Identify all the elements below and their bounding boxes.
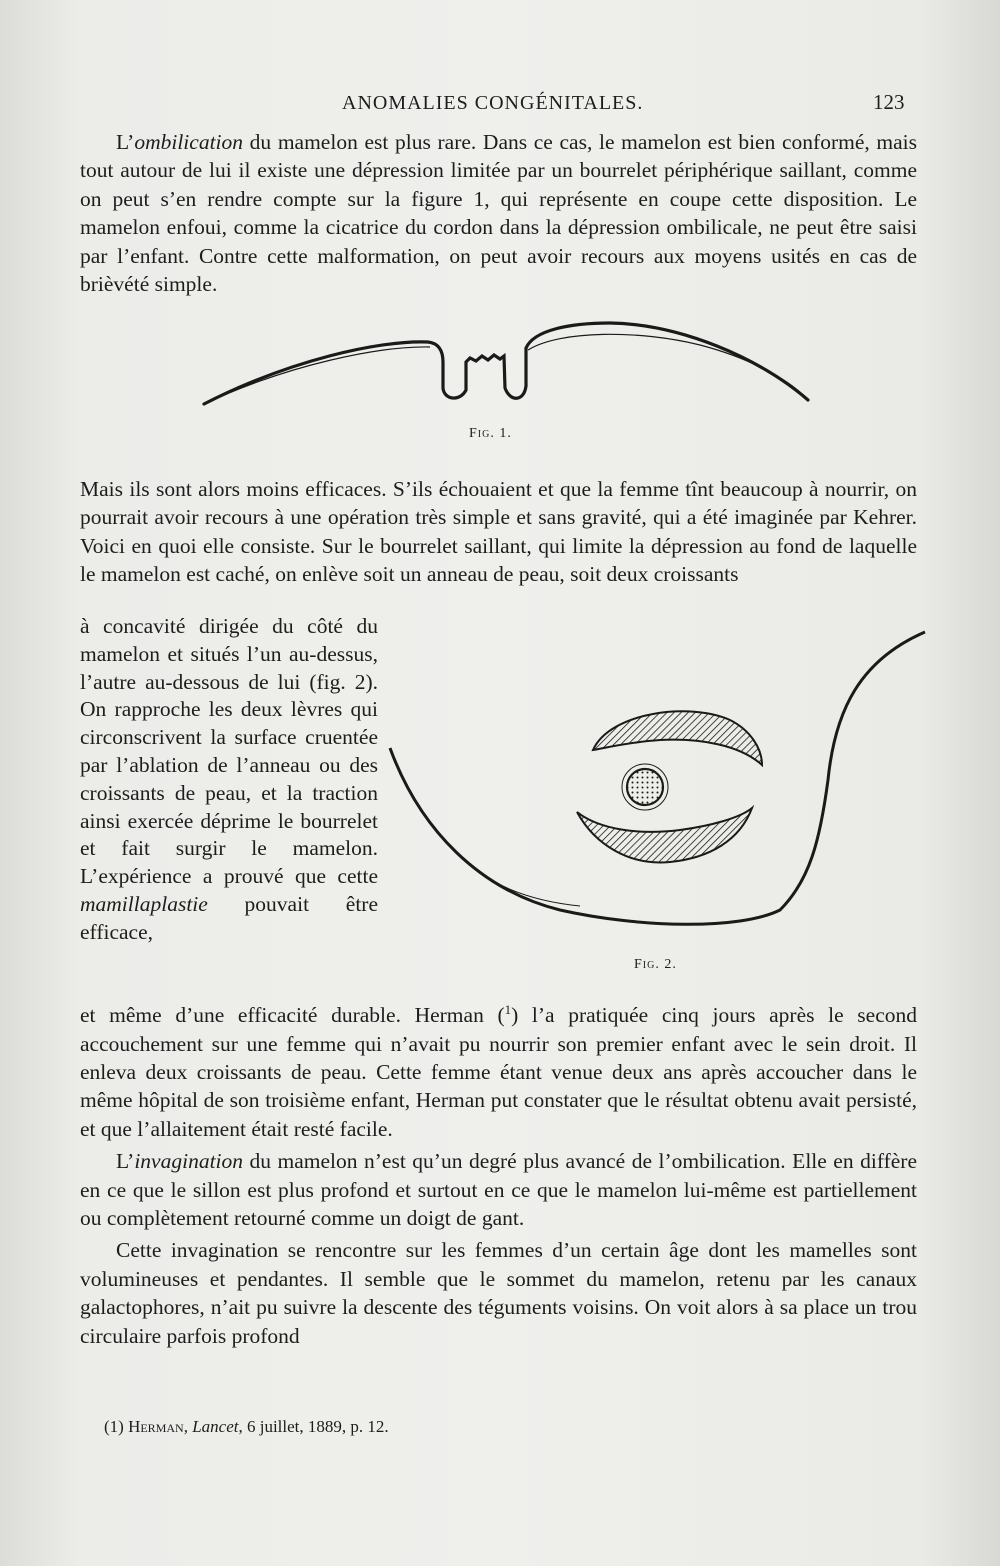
para1-text: du mamelon est plus rare. Dans ce cas, le mamelon est bien conformé, mais tout autour de lui il existe une dépression limitée par un bourrelet périphérique saillant, comme on peut s’en rendre compte sur la figure 1, qui représente en coupe cette disposition. Le mamelon enfoui, comme la cicatrice du cordon dans la dépression ombilicale, ne peut être saisi par l’enfant. Contre cette malformation, on peut avoir recours aux moyens usités en cas de brièvété simple.	[80, 130, 917, 297]
figure-2-lower-crescent	[577, 808, 752, 862]
para3-text2: ) l’a pratiquée cinq jours après le second accouchement sur une femme qui n’avait pu nourrir son premier enfant avec le sein droit. Il enleva deux croissants de peau. Cette femme étant venue deux ans après accoucher dans le même hôpital de son troisième enfant, Herman put constater que le résultat obtenu avait persisté, et que l’allaitement était resté facile.	[80, 1003, 917, 1141]
footnote-rest: , 6 juillet, 1889, p. 12.	[238, 1417, 389, 1436]
figure-2-caption: Fig. 2.	[634, 957, 677, 972]
figure-2-upper-crescent	[593, 711, 762, 765]
footnote: (1) Herman, Lancet, 6 juillet, 1889, p. 12.	[104, 1417, 389, 1436]
footnote-marker: (1)	[104, 1417, 124, 1436]
para4-lead: L’	[116, 1149, 135, 1174]
para4-text: du mamelon n’est qu’un degré plus avancé de l’ombilication. Elle en diffère en ce que le sillon est plus profond et surtout en ce que le mamelon lui-même est partiellement ou complètement retourné comme un doigt de gant.	[80, 1149, 917, 1230]
para2-narrow-tail: pouvait être efficace,	[80, 891, 378, 944]
para2-narrow-text: à concavité dirigée du côté du mamelon et situés l’un au-dessus, l’autre au-dessous de lui (fig. 2). On rapproche les deux lèvres qui circonscrivent la surface cruentée par l’ablation de l’anneau ou des croissants de peau, et la traction ainsi exercée déprime le bourrelet et fait surgir le mamelon. L’expérience a prouvé que cette	[80, 614, 378, 889]
term-mamillaplastie: mamillaplastie	[80, 891, 208, 916]
page-number: 123	[873, 90, 905, 114]
para1-lead: L’	[116, 130, 135, 154]
footnote-journal: Lancet	[192, 1417, 239, 1436]
para3-text: et même d’une efficacité durable. Herman (	[80, 1003, 505, 1028]
term-invagination: invagination	[134, 1149, 244, 1174]
term-ombilication: ombilication	[134, 130, 244, 154]
para5-text: Cette invagination se rencontre sur les femmes d’un certain âge dont les mamelles sont volumineuses et pendantes. Il semble que le sommet du mamelon, retenu par les canaux galactophores, n’ait pu suivre la descente des téguments voisins. On voit alors à sa place un trou circulaire parfois profond	[80, 1238, 917, 1348]
footnote-ref: 1	[504, 1002, 512, 1017]
footnote-author: Herman	[128, 1417, 184, 1436]
running-head: ANOMALIES CONGÉNITALES.	[342, 92, 644, 114]
paragraph-herman	[80, 996, 917, 1350]
para2-text: Mais ils sont alors moins efficaces. S’ils échouaient et que la femme tînt beaucoup à nourrir, on pourrait avoir recours à une opération très simple et sans gravité, qui a été imaginée par Kehrer. Voici en quoi elle consiste. Sur le bourrelet saillant, qui limite la dépression au fond de laquelle le mamelon est caché, on enlève soit un anneau de peau, soit deux croissants	[80, 477, 917, 587]
figure-2-nipple	[627, 769, 663, 805]
figure-1-caption: Fig. 1.	[469, 426, 512, 441]
